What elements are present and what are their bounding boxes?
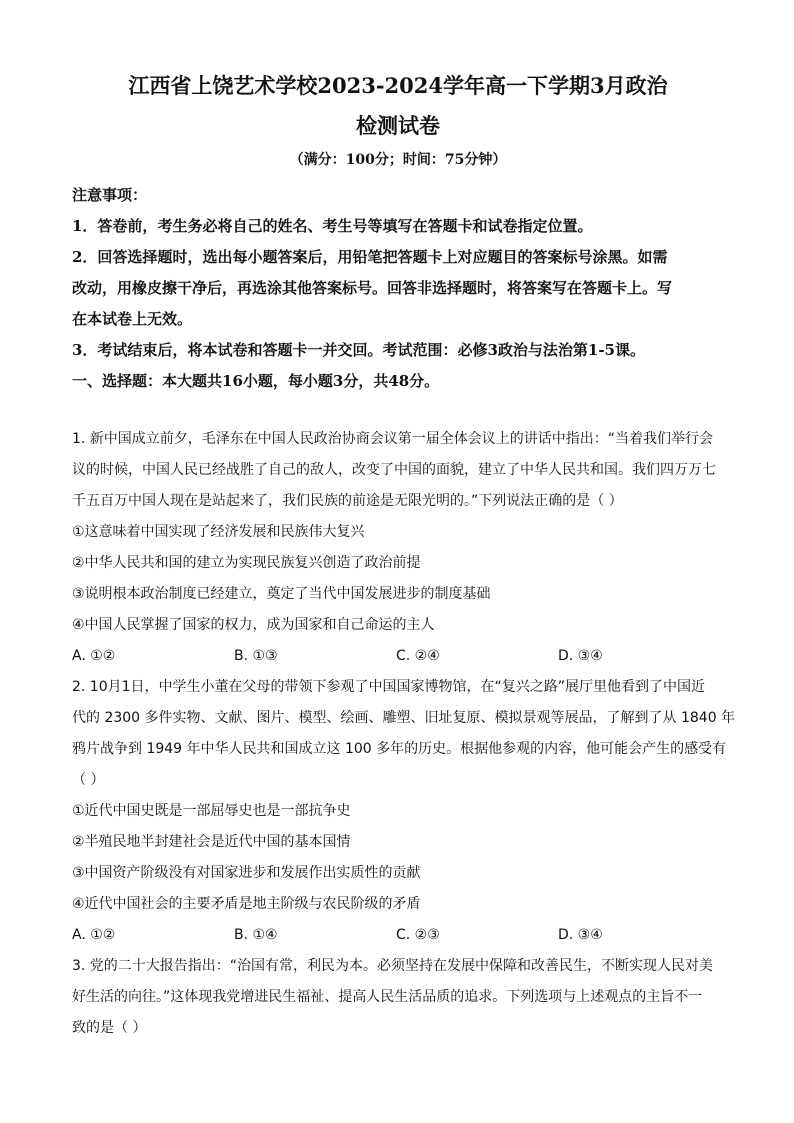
notes-line: 2．回答选择题时，选出每小题答案后，用铅笔把答题卡上对应题目的答案标号涂黑。如需 bbox=[72, 248, 668, 266]
question-stem-line: 代的 2300 多件实物、文献、图片、模型、绘画、雕塑、旧址复原、模拟景观等展品，了解到了从 1840 年 bbox=[72, 710, 736, 726]
question-3 bbox=[72, 951, 724, 1044]
question-statement: ①近代中国史既是一部屈辱史也是一部抗争史 bbox=[72, 803, 351, 819]
question-statement: ①这意味着中国实现了经济发展和民族伟大复兴 bbox=[72, 524, 365, 540]
question-stem-line: 2. 10月1日，中学生小董在父母的带领下参观了中国国家博物馆，在“复兴之路”展厅里他看到了中国近 bbox=[72, 679, 706, 695]
notes-heading: 注意事项： bbox=[72, 186, 148, 204]
option-a: A. ①② bbox=[72, 927, 116, 943]
question-statement: ④近代中国社会的主要矛盾是地主阶级与农民阶级的矛盾 bbox=[72, 896, 421, 912]
section-heading: 一、选择题：本大题共16小题，每小题3分，共48分。 bbox=[72, 372, 440, 390]
option-b: B. ①③ bbox=[234, 648, 278, 664]
question-2 bbox=[72, 672, 736, 951]
answer-options bbox=[72, 641, 724, 672]
notes-line: 在本试卷上无效。 bbox=[72, 310, 193, 328]
notes-line: 3．考试结束后，将本试卷和答题卡一并交回。考试范围：必修3政治与法治第1-5课。 bbox=[72, 341, 645, 359]
option-c: C. ②④ bbox=[396, 648, 440, 664]
question-1 bbox=[72, 424, 724, 672]
exam-subtitle: （满分：100分；时间：75分钟） bbox=[289, 152, 507, 168]
option-c: C. ②③ bbox=[396, 927, 440, 943]
option-a: A. ①② bbox=[72, 648, 116, 664]
question-stem-line: 好生活的向往。”这体现我党增进民生福祉、提高人民生活品质的追求。下列选项与上述观点的主旨不一 bbox=[72, 989, 703, 1005]
question-stem-line: 3. 党的二十大报告指出：“治国有常，利民为本。必须坚持在发展中保障和改善民生，不断实现人民对美 bbox=[72, 958, 714, 974]
question-stem-line: 致的是（ ） bbox=[72, 1020, 147, 1036]
question-stem-line: 千五百万中国人现在是站起来了，我们民族的前途是无限光明的。”下列说法正确的是（ ） bbox=[72, 493, 623, 509]
question-statement: ③说明根本政治制度已经建立，奠定了当代中国发展进步的制度基础 bbox=[72, 586, 491, 602]
question-stem-line: 议的时候，中国人民已经战胜了自己的敌人，改变了中国的面貌，建立了中华人民共和国。我们四万万七 bbox=[72, 462, 716, 478]
questions-section bbox=[72, 424, 736, 1044]
option-b: B. ①④ bbox=[234, 927, 278, 943]
question-statement: ④中国人民掌握了国家的权力，成为国家和自己命运的主人 bbox=[72, 617, 435, 633]
exam-title-line1: 江西省上饶艺术学校2023-2024学年高一下学期3月政治 bbox=[128, 73, 668, 98]
notes-section bbox=[72, 180, 724, 397]
question-stem-line: 鸦片战争到 1949 年中华人民共和国成立这 100 多年的历史。根据他参观的内容，他可能会产生的感受有 bbox=[72, 741, 727, 757]
option-d: D. ③④ bbox=[558, 648, 603, 664]
answer-options bbox=[72, 920, 724, 951]
question-stem-line: 1. 新中国成立前夕，毛泽东在中国人民政治协商会议第一届全体会议上的讲话中指出：“当着我们举行会 bbox=[72, 431, 714, 447]
question-stem-line: （ ） bbox=[72, 772, 105, 788]
question-statement: ②半殖民地半封建社会是近代中国的基本国情 bbox=[72, 834, 351, 850]
option-d: D. ③④ bbox=[558, 927, 603, 943]
notes-line: 改动，用橡皮擦干净后，再选涂其他答案标号。回答非选择题时，将答案写在答题卡上。写 bbox=[72, 279, 673, 297]
question-statement: ②中华人民共和国的建立为实现民族复兴创造了政治前提 bbox=[72, 555, 421, 571]
exam-title-line2: 检测试卷 bbox=[356, 113, 440, 138]
question-statement: ③中国资产阶级没有对国家进步和发展作出实质性的贡献 bbox=[72, 865, 421, 881]
notes-line: 1．答卷前，考生务必将自己的姓名、考生号等填写在答题卡和试卷指定位置。 bbox=[72, 217, 593, 235]
